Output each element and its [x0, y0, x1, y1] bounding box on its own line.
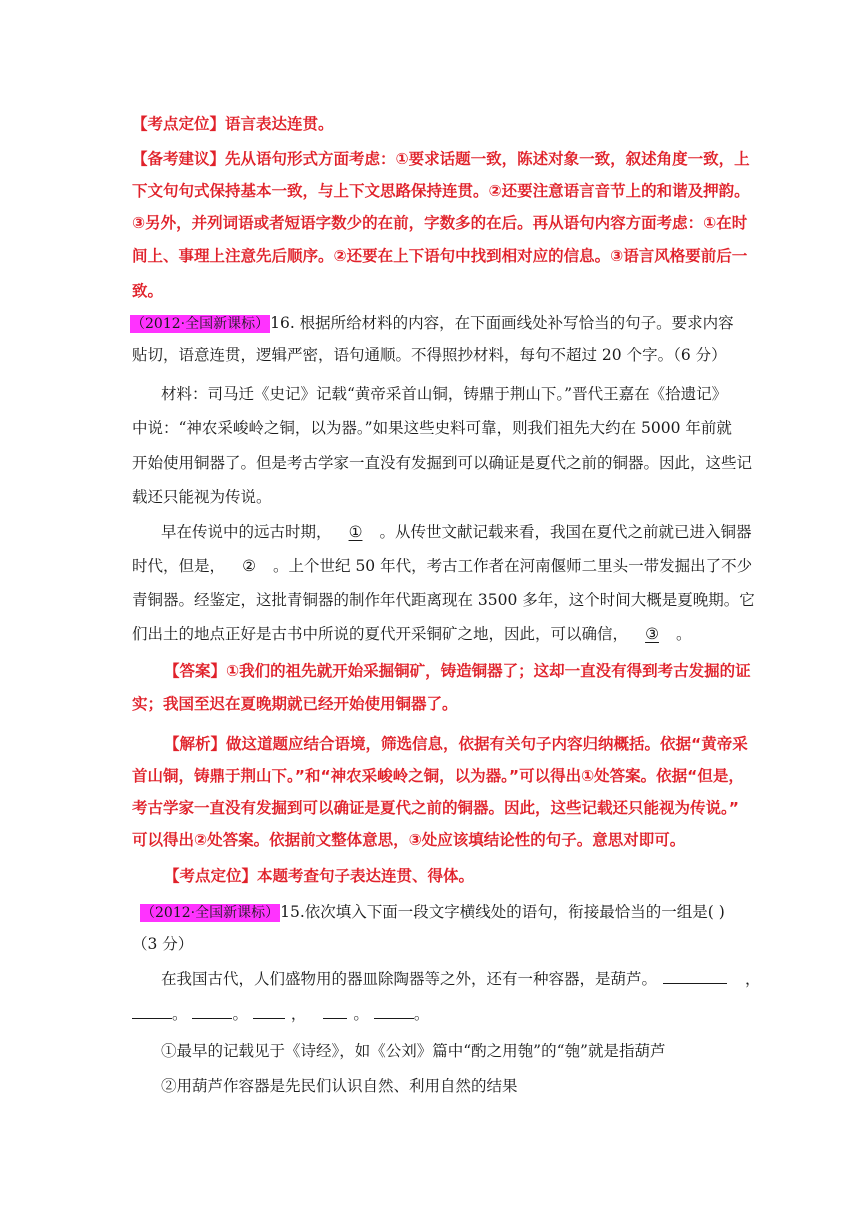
beikao-jianyi-line-4: 间上、事理上注意先后顺序。②还要在上下语句中找到相对应的信息。③语言风格要前后一 [132, 247, 748, 265]
explanation-line-2: 首山铜，铸鼎于荆山下。”和“神农采峻岭之铜，以为器。”可以得出①处答案。依据“但是， [132, 767, 744, 785]
blank-1: ① [348, 523, 363, 541]
passage-text: 们出土的地点正好是古书中所说的夏代开采铜矿之地，因此，可以确信， [132, 625, 629, 643]
material-line-4: 载还只能视为传说。 [132, 488, 272, 506]
passage-text: 时代，但是， [132, 557, 226, 575]
question-15-line-1 [140, 902, 725, 923]
passage-line-2 [132, 556, 752, 576]
question-15-line-2: （3 分） [132, 935, 194, 953]
blank-2: ② [242, 557, 256, 575]
question-16-text: 16. 根据所给材料的内容，在下面画线处补写恰当的句子。要求内容 [270, 314, 734, 332]
option-2: ②用葫芦作容器是先民们认识自然、利用自然的结果 [161, 1077, 518, 1095]
passage-text: 。 [676, 625, 692, 643]
material-line-2: 中说：“神农采峻岭之铜，以为器。”如果这些史料可靠，则我们祖先大约在 5000 年前就 [132, 419, 732, 437]
beikao-jianyi-line-3: ③另外，并列词语或者短语字数少的在前，字数多的在后。再从语句内容方面考虑：①在时 [132, 214, 748, 232]
question-15-text: 15.依次填入下面一段文字横线处的语句，衔接最恰当的一组是( ) [280, 903, 725, 921]
blank-c [192, 1004, 232, 1019]
passage-line-3: 青铜器。经鉴定，这批青铜器的制作年代距离现在 3500 多年，这个时间大概是夏晚期。它 [132, 591, 755, 609]
question-16-line-2: 贴切，语意连贯，逻辑严密，语句通顺。不得照抄材料，每句不超过 20 个字。（6 分） [132, 346, 727, 364]
passage-text: 。从传世文献记载来看，我国在夏代之前就已进入铜器 [379, 523, 752, 541]
passage-text: 早在传说中的远古时期， [161, 523, 332, 541]
source-tag: （2012·全国新课标） [131, 316, 270, 332]
blank-3: ③ [645, 625, 659, 643]
passage-line-4 [132, 624, 692, 644]
passage-text: 。上个世纪 50 年代，考古工作者在河南偃师二里头一带发掘出了不少 [273, 557, 753, 575]
question-15-passage-1 [161, 969, 761, 989]
punctuation: 。 [353, 1005, 369, 1023]
explanation-line-3: 考古学家一直没有发掘到可以确证是夏代之前的铜器。因此，这些记载还只能视为传说。” [132, 799, 739, 817]
punctuation: ， [290, 1005, 307, 1023]
passage-line-1 [161, 522, 752, 542]
passage-text: 在我国古代，人们盛物用的器皿除陶器等之外，还有一种容器，是葫芦。 [161, 970, 658, 988]
punctuation: ， [745, 970, 761, 988]
blank-d [253, 1004, 285, 1019]
beikao-jianyi-line-1: 【备考建议】先从语句形式方面考虑：①要求话题一致，陈述对象一致，叙述角度一致，上 [132, 150, 750, 168]
explanation-line-4: 可以得出②处答案。依据前文整体意思，③处应该填结论性的句子。意思对即可。 [132, 831, 686, 849]
explanation-line-1: 【解析】做这道题应结合语境，筛选信息，依据有关句子内容归纳概括。依据“黄帝采 [164, 735, 748, 753]
question-15-passage-2 [132, 1004, 429, 1024]
punctuation: 。 [413, 1005, 430, 1023]
beikao-jianyi-line-5: 致。 [132, 282, 164, 300]
answer-line-2: 实；我国至迟在夏晚期就已经开始使用铜器了。 [132, 695, 458, 713]
blank-e [323, 1004, 347, 1019]
beikao-jianyi-line-2: 下文句句式保持基本一致，与上下文思路保持连贯。②还要注意语言音节上的和谐及押韵。 [132, 182, 750, 200]
blank-b [132, 1004, 172, 1019]
punctuation: 。 [232, 1005, 248, 1023]
source-tag: （2012·全国新课标） [141, 905, 280, 921]
blank-a [663, 969, 727, 984]
kaodian-dingwei-2: 【考点定位】本题考查句子表达连贯、得体。 [164, 867, 475, 885]
material-line-1: 材料：司马迁《史记》记载“黄帝采首山铜，铸鼎于荆山下。”晋代王嘉在《拾遗记》 [161, 385, 728, 403]
kaodian-dingwei-1: 【考点定位】语言表达连贯。 [132, 115, 334, 133]
blank-f [374, 1004, 414, 1019]
question-16-line-1 [130, 313, 734, 334]
answer-line-1: 【答案】①我们的祖先就开始采掘铜矿，铸造铜器了；这却一直没有得到考古发掘的证 [164, 662, 751, 680]
material-line-3: 开始使用铜器了。但是考古学家一直没有发掘到可以确证是夏代之前的铜器。因此，这些记 [132, 454, 753, 472]
punctuation: 。 [172, 1005, 188, 1023]
option-1: ①最早的记载见于《诗经》，如《公刘》篇中“酌之用匏”的“匏”就是指葫芦 [161, 1042, 666, 1060]
